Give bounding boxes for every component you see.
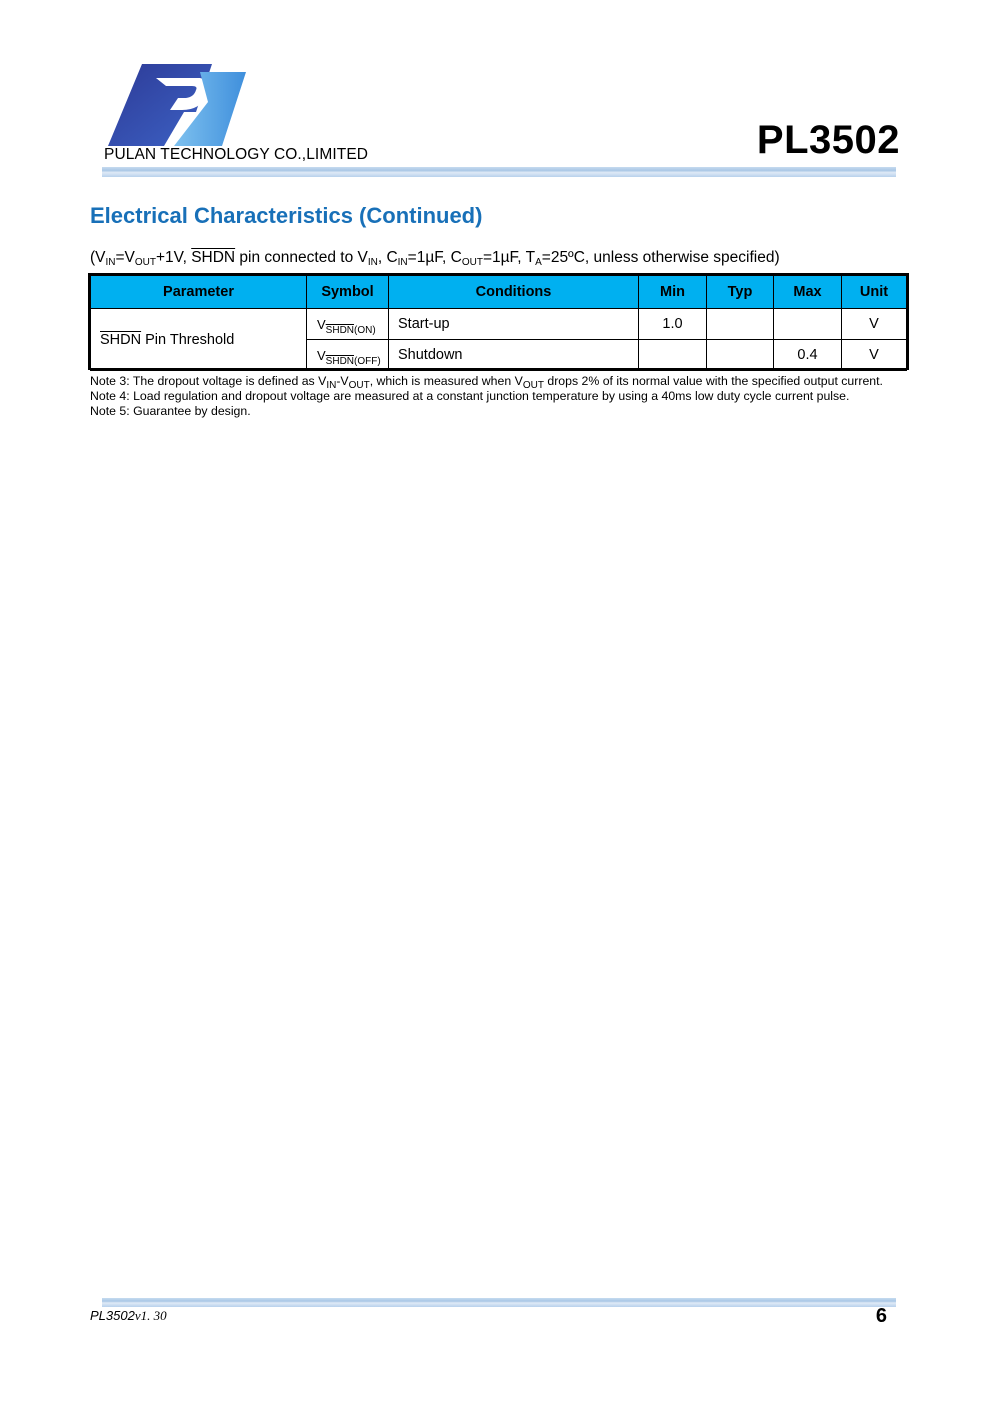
- part-number: PL3502: [756, 118, 900, 162]
- min-cell: [639, 340, 707, 371]
- footer-doc-version: PL3502v1. 30: [90, 1308, 167, 1323]
- footer-divider: [102, 1298, 896, 1307]
- page-number: 6: [875, 1305, 887, 1327]
- note-4: Note 4: Load regulation and dropout voltage are measured at a constant junction temperature by using a 40ms low duty cycle current pulse.: [90, 389, 850, 403]
- company-logo: [104, 62, 250, 148]
- typ-cell: [707, 309, 774, 340]
- parameter-cell: SHDN Pin Threshold: [91, 309, 307, 371]
- notes: [90, 374, 893, 419]
- unit-cell: V: [842, 309, 907, 340]
- note-3: Note 3: The dropout voltage is defined as $V_{IN}-V_{OUT}$, which is measured when $V_{OUT}$ drops 2% of its normal value with the specified output current.: [90, 374, 883, 391]
- unit-cell: V: [842, 340, 907, 371]
- header-parameter: Parameter: [91, 276, 307, 309]
- condition-cell: Shutdown: [389, 340, 639, 371]
- table-header-row: [91, 276, 907, 309]
- company-name: PULAN TECHNOLOGY CO.,LIMITED: [104, 146, 369, 163]
- condition-cell: Start-up: [389, 309, 639, 340]
- test-conditions: ($V_{IN}=V_{OUT}+1V$, SHDN pin connected to $V_{IN}$, $C_{IN}=1\mu F$, $C_{OUT}=1\mu F$, $T_A=25ºC$, unless otherwise specified): [90, 249, 780, 268]
- header-max: Max: [774, 276, 842, 309]
- max-cell: 0.4: [774, 340, 842, 371]
- shdn-overline: SHDN: [191, 249, 236, 266]
- header-conditions: Conditions: [389, 276, 639, 309]
- max-cell: [774, 309, 842, 340]
- min-cell: 1.0: [639, 309, 707, 340]
- typ-cell: [707, 340, 774, 371]
- header-min: Min: [639, 276, 707, 309]
- header-unit: Unit: [842, 276, 907, 309]
- section-title: Electrical Characteristics (Continued): [90, 203, 483, 228]
- electrical-characteristics-table: [88, 273, 909, 370]
- header-typ: Typ: [707, 276, 774, 309]
- header-symbol: Symbol: [307, 276, 389, 309]
- symbol-cell: $V_{SHDN(OFF)}$: [307, 340, 389, 371]
- symbol-cell: $V_{SHDN(ON)}$: [307, 309, 389, 340]
- header-divider: [102, 167, 896, 177]
- table-row: [91, 309, 907, 340]
- note-5: Note 5: Guarantee by design.: [90, 404, 251, 418]
